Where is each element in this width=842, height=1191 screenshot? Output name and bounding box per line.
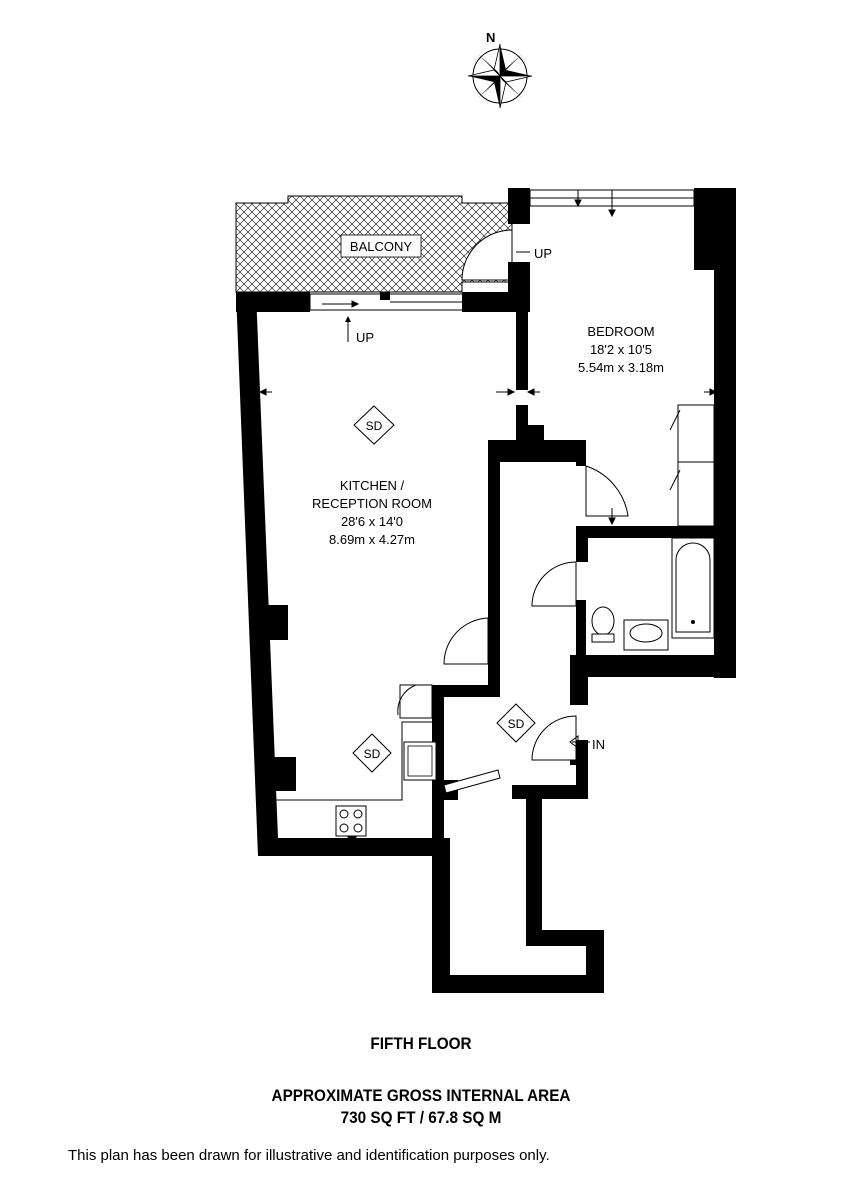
floor-title: FIFTH FLOOR [370, 1034, 472, 1053]
hob [336, 806, 366, 836]
up-label-bedroom: UP [534, 246, 553, 261]
compass-north-label: N [486, 30, 496, 45]
smoke-detector-label: SD [507, 717, 525, 731]
bedroom-metric: 5.54m x 3.18m [578, 360, 664, 375]
bedroom-imperial: 18'2 x 10'5 [589, 342, 653, 357]
up-marker-balcony [345, 316, 374, 345]
bedroom-label [578, 324, 664, 375]
kitchen-label [312, 478, 432, 547]
smoke-detector [497, 704, 535, 742]
balcony-area [236, 196, 512, 292]
disclaimer: This plan has been drawn for illustrative and identification purposes only. [68, 1147, 550, 1164]
toilet [592, 607, 614, 635]
bedroom-name: BEDROOM [587, 324, 655, 339]
area-value: 730 SQ FT / 67.8 SQ M [340, 1108, 502, 1127]
kitchen-imperial: 28'6 x 14'0 [340, 514, 404, 529]
bathroom-fixtures [592, 538, 714, 650]
smoke-detector-label: SD [365, 419, 383, 433]
compass [468, 30, 532, 108]
walls [236, 188, 736, 993]
wardrobes [670, 405, 714, 526]
up-marker-bedroom [516, 246, 552, 261]
smoke-detector [353, 734, 391, 772]
balcony-label: BALCONY [349, 239, 413, 254]
smoke-detector [354, 406, 394, 444]
kitchen-name-line2: RECEPTION ROOM [312, 496, 432, 511]
entrance-label: IN [592, 737, 605, 752]
kitchen-fixtures [276, 722, 436, 846]
compass-star-icon [468, 44, 532, 108]
up-label-balcony: UP [356, 330, 375, 345]
kitchen-metric: 8.69m x 4.27m [329, 532, 415, 547]
kitchen-name-line1: KITCHEN / [339, 478, 405, 493]
area-title: APPROXIMATE GROSS INTERNAL AREA [271, 1086, 571, 1105]
smoke-detector-label: SD [363, 747, 381, 761]
